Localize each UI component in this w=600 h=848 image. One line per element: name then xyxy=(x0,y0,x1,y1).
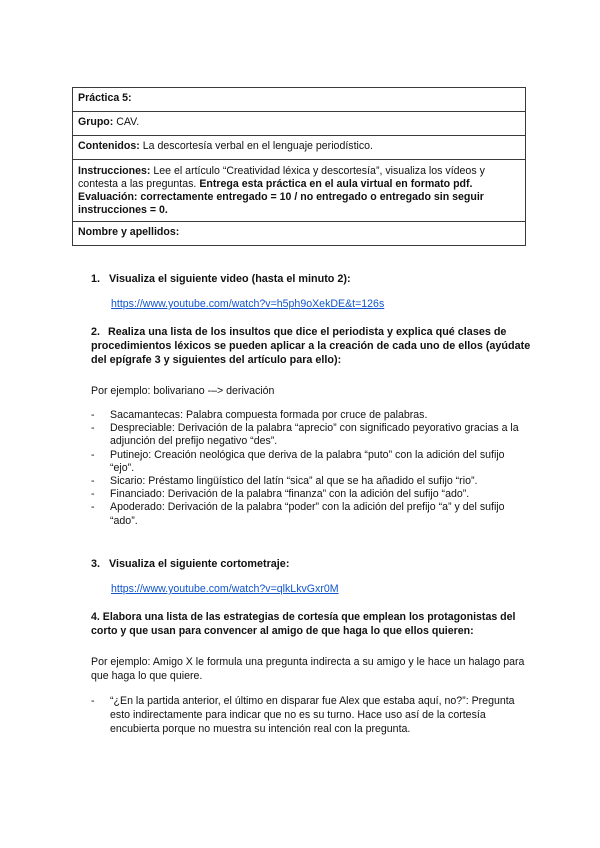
list-item xyxy=(91,422,531,448)
table-cell xyxy=(73,222,526,246)
practica-label: Práctica 5: xyxy=(78,92,132,104)
instrucciones-value: Lee el artículo “Creatividad léxica y descortesía”, visualiza los vídeos y contesta a las preguntas. xyxy=(78,165,485,190)
list-marker: - xyxy=(91,475,95,488)
list-item-text: Apoderado: Derivación de la palabra “poder” con la adición del prefijo “a” y del sufijo “ado”. xyxy=(110,501,505,527)
list-item xyxy=(91,475,531,488)
section-4-heading: 4. Elabora una lista de las estrategias de cortesía que emplean los protagonistas del corto y que usan para convencer al amigo de que haga lo que ellos quieren: xyxy=(91,611,516,637)
list-item xyxy=(91,501,531,527)
table-cell xyxy=(73,88,526,112)
table-row-practica xyxy=(73,88,526,112)
section-2-title: Realiza una lista de los insultos que dice el periodista y explica qué clases de procedimientos léxicos se pueden aplicar a la creación de cada uno de ellos (ayúdate del epígrafe 3 y siguientes del artículo para ello): xyxy=(91,326,531,366)
grupo-value: CAV. xyxy=(113,116,140,128)
section-3-title: Visualiza el siguiente cortometraje: xyxy=(109,558,290,570)
list-marker: - xyxy=(91,422,95,435)
section-4-example: Por ejemplo: Amigo X le formula una pregunta indirecta a su amigo y le hace un halago para que haga lo que quiere. xyxy=(91,656,525,682)
list-marker: - xyxy=(91,409,95,421)
video-1-link[interactable]: https://www.youtube.com/watch?v=h5ph9oXekDE&t=126s xyxy=(111,298,385,310)
section-1-title: Visualiza el siguiente video (hasta el minuto 2): xyxy=(109,273,351,285)
table-row-nombre xyxy=(73,222,526,246)
grupo-label: Grupo: xyxy=(78,116,114,128)
list-item-text: Sicario: Préstamo lingüístico del latín “sica” al que se ha añadido el sufijo “rio”. xyxy=(110,475,478,488)
table-cell xyxy=(73,112,526,136)
section-2-number: 2. xyxy=(91,326,101,338)
list-item-text: Putinejo: Creación neológica que deriva de la palabra “puto” con la adición del sufijo “ejo”. xyxy=(110,448,505,474)
section-1-number: 1. xyxy=(91,273,101,285)
section-1-heading xyxy=(91,272,531,286)
list-marker: - xyxy=(91,695,95,707)
list-marker: - xyxy=(91,501,95,514)
header-info-table xyxy=(72,87,526,246)
instrucciones-label: Instrucciones: xyxy=(78,165,151,177)
section-2-example: Por ejemplo: bolivariano -–> derivación xyxy=(91,385,275,397)
list-item xyxy=(91,449,531,475)
list-item xyxy=(91,409,531,422)
table-row-contenidos xyxy=(73,136,526,160)
instrucciones-bold-tail: Entrega esta práctica en el aula virtual en formato pdf. xyxy=(199,178,473,190)
list-item xyxy=(91,488,531,501)
nombre-label: Nombre y apellidos: xyxy=(78,226,180,238)
insults-list xyxy=(91,409,531,528)
section-3-number: 3. xyxy=(91,558,101,570)
contenidos-value: La descortesía verbal en el lenguaje periodístico. xyxy=(139,140,374,152)
video-2-link[interactable]: https://www.youtube.com/watch?v=qlkLkvGxr0M xyxy=(111,583,339,595)
list-marker: - xyxy=(91,448,95,461)
list-item-text: Financiado: Derivación de la palabra “finanza” con la adición del sufijo “ado”. xyxy=(110,488,470,501)
table-row-grupo xyxy=(73,112,526,136)
table-cell xyxy=(73,160,526,222)
contenidos-label: Contenidos: xyxy=(78,140,140,152)
list-item xyxy=(91,694,536,736)
list-item-text: Sacamantecas: Palabra compuesta formada por cruce de palabras. xyxy=(110,409,428,421)
table-cell xyxy=(73,136,526,160)
courtesy-strategies-list xyxy=(91,694,536,736)
list-item-text: Despreciable: Derivación de la palabra “aprecio” con significado peyorativo gracias a la adjunción del prefijo negativo “des”. xyxy=(110,422,519,448)
section-3-heading xyxy=(91,557,531,571)
list-marker: - xyxy=(91,488,95,501)
section-2-heading xyxy=(91,325,531,367)
evaluacion-text: Evaluación: correctamente entregado = 10 / no entregado o entregado sin seguir instrucciones = 0. xyxy=(78,191,484,216)
table-row-instrucciones xyxy=(73,160,526,222)
list-item-text: “¿En la partida anterior, el último en disparar fue Alex que estaba aquí, no?”: Pregunta esto indirectamente para indicar que no es su turno. Hace uso así de la cortesía encubierta porque no muestra su intención real con la pregunta. xyxy=(110,695,515,735)
